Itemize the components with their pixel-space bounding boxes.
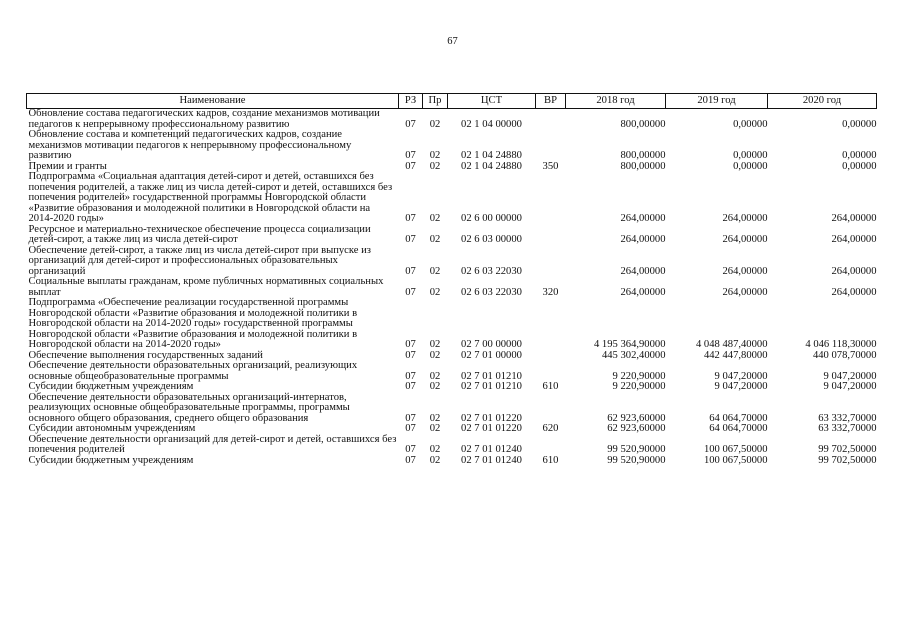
row-2018-cell: 264,00000 bbox=[620, 234, 666, 245]
row-2018-cell: 99 520,90000 bbox=[607, 444, 666, 455]
header-name: Наименование bbox=[27, 94, 399, 109]
row-rz-cell: 07 bbox=[405, 444, 416, 455]
row-pr-cell: 02 bbox=[429, 286, 441, 298]
row-cst-cell: 02 6 00 00000 bbox=[461, 213, 522, 224]
row-rz-cell: 07 bbox=[405, 150, 416, 161]
row-name-cell: Субсидии автономным учреждениям bbox=[28, 423, 196, 434]
row-pr-cell: 02 bbox=[429, 265, 441, 277]
row-cst-cell: 02 6 03 22030 bbox=[461, 265, 522, 277]
row-pr-cell: 02 bbox=[429, 150, 441, 161]
row-name-cell: Обеспечение деятельности организаций для детей-сирот и детей, оставшихся без попечения родителей bbox=[28, 433, 397, 455]
row-name-cell: Подпрограмма «Социальная адаптация детей-сирот и детей, оставшихся без попечения родителей, а также лиц из числа детей-сирот и детей, оставшихся без попечения родителей» государственной программы Новгородской области «Развитие образования и молодежной политики в Новгородской области на 2014-2020 годы» bbox=[28, 171, 393, 224]
row-2018-cell: 800,00000 bbox=[620, 160, 666, 172]
table-header bbox=[27, 94, 877, 109]
row-2019-cell: 100 067,50000 bbox=[703, 454, 768, 466]
row-2020-cell: 99 702,50000 bbox=[818, 444, 877, 455]
row-2019-cell: 9 047,20000 bbox=[714, 370, 768, 382]
row-cst-cell: 02 7 00 00000 bbox=[461, 339, 522, 350]
row-cst-cell: 02 1 04 00000 bbox=[461, 118, 522, 130]
row-2019-cell: 264,00000 bbox=[722, 234, 768, 245]
row-cst-cell: 02 7 01 01220 bbox=[461, 423, 522, 434]
row-name-cell: Ресурсное и материально-техническое обеспечение процесса социализации детей-сирот, а также лиц из числа детей-сирот bbox=[28, 223, 371, 245]
row-2020-cell: 99 702,50000 bbox=[818, 454, 877, 466]
table-row bbox=[27, 435, 877, 456]
table-body bbox=[27, 109, 877, 467]
row-name-cell: Обновление состава и компетенций педагогических кадров, создание механизмов мотивации педагогов к непрерывному профессиональному развитию bbox=[28, 129, 352, 161]
row-2020-cell: 4 046 118,30000 bbox=[805, 339, 877, 350]
row-rz-cell: 07 bbox=[405, 381, 416, 392]
row-2018-cell: 800,00000 bbox=[620, 150, 666, 161]
row-pr-cell: 02 bbox=[429, 444, 441, 455]
table-row bbox=[27, 424, 877, 435]
budget-table bbox=[26, 93, 877, 466]
row-rz-cell: 07 bbox=[405, 349, 416, 361]
row-vr-cell bbox=[536, 225, 566, 246]
row-cst-cell: 02 6 03 00000 bbox=[461, 234, 522, 245]
row-rz-cell: 07 bbox=[405, 265, 416, 277]
row-name-cell: Обеспечение деятельности образовательных организаций-интернатов, реализующих основные общеобразовательные программы, программы основного общего образования, среднего общего образования bbox=[28, 391, 350, 424]
row-2020-cell: 0,00000 bbox=[842, 150, 877, 161]
row-2019-cell: 0,00000 bbox=[733, 160, 768, 172]
row-pr-cell: 02 bbox=[429, 339, 441, 350]
row-vr-cell bbox=[536, 351, 566, 362]
header-2019: 2019 год bbox=[666, 94, 768, 109]
table-row bbox=[27, 246, 877, 278]
row-cst-cell: 02 7 01 01240 bbox=[461, 454, 522, 466]
row-2018-cell: 264,00000 bbox=[620, 213, 666, 224]
row-cst-cell: 02 1 04 24880 bbox=[461, 150, 522, 161]
row-2018-cell: 62 923,60000 bbox=[607, 423, 666, 434]
table-row bbox=[27, 456, 877, 467]
row-2019-cell: 264,00000 bbox=[722, 286, 768, 298]
row-name-cell: Подпрограмма «Обеспечение реализации государственной программы Новгородской области «Развитие образования и молодежной политики в Новгородской области на 2014-2020 годы» государственной программы Новгородской области «Развитие образования и молодежной политики в Новгородской области на 2014-2020 годы» bbox=[28, 297, 358, 350]
row-2019-cell: 264,00000 bbox=[722, 213, 768, 224]
table-row bbox=[27, 225, 877, 246]
header-pr: Пр bbox=[423, 94, 448, 109]
row-vr-cell: 610 bbox=[542, 454, 559, 466]
row-vr-cell: 620 bbox=[542, 423, 559, 434]
row-2019-cell: 0,00000 bbox=[733, 118, 768, 130]
row-2018-cell: 445 302,40000 bbox=[601, 349, 666, 361]
row-2020-cell: 264,00000 bbox=[831, 234, 877, 245]
row-pr-cell: 02 bbox=[429, 381, 441, 392]
row-pr-cell: 02 bbox=[429, 118, 441, 130]
row-pr-cell: 02 bbox=[429, 423, 441, 434]
row-pr-cell: 02 bbox=[429, 412, 441, 424]
row-rz-cell: 07 bbox=[405, 286, 416, 298]
row-name-cell: Премии и гранты bbox=[28, 160, 107, 172]
row-pr-cell: 02 bbox=[429, 160, 441, 172]
row-2020-cell: 9 047,20000 bbox=[823, 370, 877, 382]
page-number: 67 bbox=[447, 36, 458, 47]
table-row bbox=[27, 277, 877, 298]
row-vr-cell: 320 bbox=[542, 286, 559, 298]
header-2020: 2020 год bbox=[768, 94, 877, 109]
row-name-cell: Обеспечение выполнения государственных заданий bbox=[28, 349, 263, 361]
row-2020-cell: 264,00000 bbox=[831, 265, 877, 277]
row-vr-cell: 350 bbox=[542, 160, 559, 172]
row-2019-cell: 442 447,80000 bbox=[703, 349, 768, 361]
table-row bbox=[27, 361, 877, 382]
row-vr-cell bbox=[536, 361, 566, 382]
header-2018: 2018 год bbox=[566, 94, 666, 109]
row-rz-cell: 07 bbox=[405, 454, 416, 466]
row-2019-cell: 100 067,50000 bbox=[703, 444, 768, 455]
row-2020-cell: 0,00000 bbox=[842, 118, 877, 130]
row-2019-cell: 9 047,20000 bbox=[714, 381, 768, 392]
row-rz-cell: 07 bbox=[405, 370, 416, 382]
row-2020-cell: 63 332,70000 bbox=[818, 412, 877, 424]
header-row bbox=[27, 94, 877, 109]
row-2019-cell: 4 048 487,40000 bbox=[695, 339, 768, 350]
row-vr-cell bbox=[536, 109, 566, 131]
row-name-cell: Обеспечение деятельности образовательных организаций, реализующих основные общеобразовательные программы bbox=[28, 360, 358, 382]
row-pr-cell: 02 bbox=[429, 349, 441, 361]
row-pr-cell: 02 bbox=[429, 454, 441, 466]
row-vr-cell bbox=[536, 246, 566, 278]
row-2019-cell: 264,00000 bbox=[722, 265, 768, 277]
row-2018-cell: 9 220,90000 bbox=[612, 381, 666, 392]
table-row bbox=[27, 382, 877, 393]
row-vr-cell bbox=[536, 298, 566, 351]
row-name-cell: Социальные выплаты гражданам, кроме публичных нормативных социальных выплат bbox=[28, 276, 384, 298]
row-2020-cell: 440 078,70000 bbox=[812, 349, 877, 361]
row-2020-cell: 264,00000 bbox=[831, 213, 877, 224]
row-2018-cell: 99 520,90000 bbox=[607, 454, 666, 466]
table-row bbox=[27, 172, 877, 225]
row-cst-cell: 02 7 01 01210 bbox=[461, 381, 522, 392]
row-rz-cell: 07 bbox=[405, 213, 416, 224]
header-vr: ВР bbox=[536, 94, 566, 109]
row-pr-cell: 02 bbox=[429, 234, 441, 245]
row-rz-cell: 07 bbox=[405, 160, 416, 172]
row-name-cell: Субсидии бюджетным учреждениям bbox=[28, 454, 194, 466]
row-2018-cell: 4 195 364,90000 bbox=[593, 339, 666, 350]
row-rz-cell: 07 bbox=[405, 412, 416, 424]
row-cst-cell: 02 6 03 22030 bbox=[461, 286, 522, 298]
row-pr-cell: 02 bbox=[429, 213, 441, 224]
row-2018-cell: 62 923,60000 bbox=[607, 412, 666, 424]
row-vr-cell: 610 bbox=[542, 381, 559, 392]
row-2018-cell: 264,00000 bbox=[620, 265, 666, 277]
row-vr-cell bbox=[536, 172, 566, 225]
row-cst-cell: 02 7 01 00000 bbox=[461, 349, 522, 361]
row-pr-cell: 02 bbox=[429, 370, 441, 382]
row-2020-cell: 264,00000 bbox=[831, 286, 877, 298]
row-rz-cell: 07 bbox=[405, 423, 416, 434]
header-rz: РЗ bbox=[399, 94, 423, 109]
header-cst: ЦСТ bbox=[448, 94, 536, 109]
row-vr-cell bbox=[536, 435, 566, 456]
row-rz-cell: 07 bbox=[405, 234, 416, 245]
row-2020-cell: 9 047,20000 bbox=[823, 381, 877, 392]
row-2020-cell: 0,00000 bbox=[842, 160, 877, 172]
row-name-cell: Субсидии бюджетным учреждениям bbox=[28, 381, 194, 392]
row-2019-cell: 64 064,70000 bbox=[709, 412, 768, 424]
row-2020-cell: 63 332,70000 bbox=[818, 423, 877, 434]
row-vr-cell bbox=[536, 393, 566, 425]
table-row bbox=[27, 393, 877, 425]
row-cst-cell: 02 1 04 24880 bbox=[461, 160, 522, 172]
row-2018-cell: 264,00000 bbox=[620, 286, 666, 298]
row-cst-cell: 02 7 01 01240 bbox=[461, 444, 522, 455]
table-row bbox=[27, 130, 877, 162]
row-vr-cell bbox=[536, 130, 566, 162]
row-2019-cell: 0,00000 bbox=[733, 150, 768, 161]
row-name-cell: Обновление состава педагогических кадров, создание механизмов мотивации педагогов к непрерывному профессиональному развитию bbox=[28, 108, 380, 130]
row-2018-cell: 9 220,90000 bbox=[612, 370, 666, 382]
row-rz-cell: 07 bbox=[405, 339, 416, 350]
table-row bbox=[27, 109, 877, 131]
row-2018-cell: 800,00000 bbox=[620, 118, 666, 130]
row-cst-cell: 02 7 01 01210 bbox=[461, 370, 522, 382]
table-row bbox=[27, 298, 877, 351]
row-2019-cell: 64 064,70000 bbox=[709, 423, 768, 434]
row-rz-cell: 07 bbox=[405, 118, 416, 130]
row-cst-cell: 02 7 01 01220 bbox=[461, 412, 522, 424]
row-name-cell: Обеспечение детей-сирот, а также лиц из числа детей-сирот при выпуске из организаций для детей-сирот и профессиональных образовательных организаций bbox=[28, 244, 371, 277]
